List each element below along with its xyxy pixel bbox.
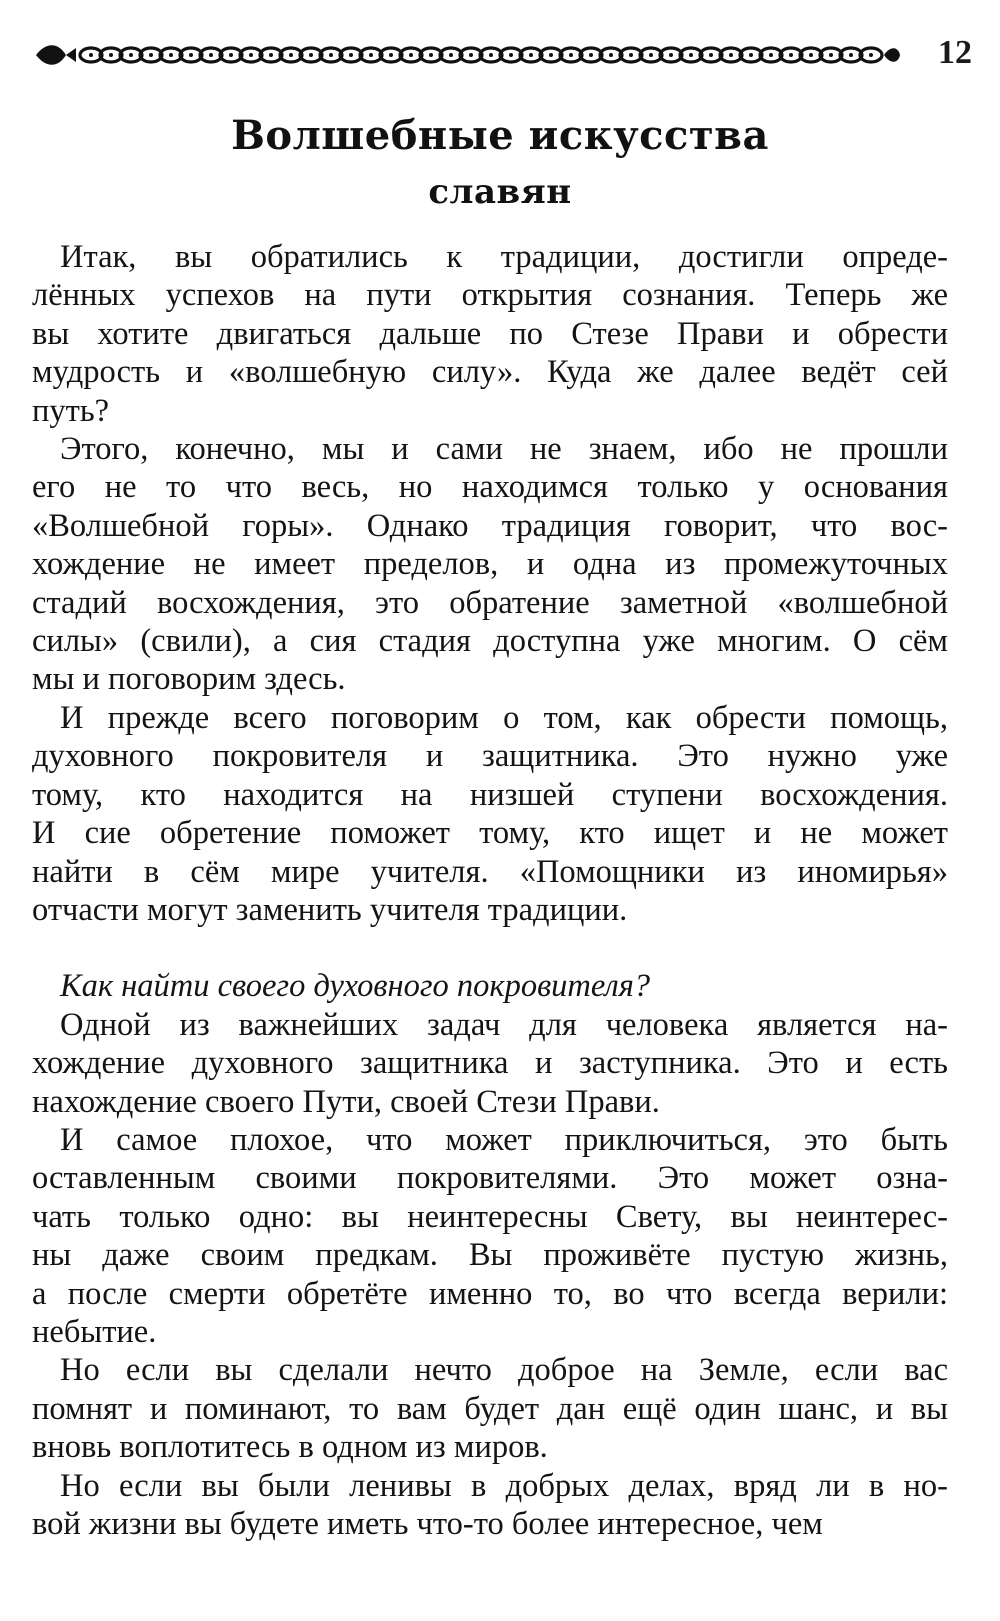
text-line: «Волшебной горы». Однако традиция говорит, что вос-	[32, 507, 948, 544]
text-line: тому, кто находится на низшей ступени восхождения.	[32, 776, 948, 813]
body-text	[32, 238, 948, 1543]
text-line: вы хотите двигаться дальше по Стезе Прави и обрести	[32, 315, 948, 352]
text-line: мудрость и «волшебную силу». Куда же далее ведёт сей	[32, 354, 948, 391]
text-line: Итак, вы обратились к традиции, достигли опреде-	[60, 239, 948, 275]
text-line: вой жизни вы будете иметь что-то более интересное, чем	[32, 1506, 823, 1542]
text-line: небытие.	[32, 1313, 157, 1350]
text-line: силы» (свили), а сия стадия доступна уже многим. О сём	[32, 623, 948, 660]
page-header	[32, 30, 972, 80]
text-line: оставленным своими покровителями. Это может озна-	[32, 1160, 948, 1197]
text-line: мы и поговорим здесь.	[32, 661, 346, 698]
text-line: лённых успехов на пути открытия сознания. Теперь же	[32, 277, 948, 314]
text-line: Но если вы сделали нечто доброе на Земле, если вас	[60, 1352, 948, 1389]
page-number: 12	[938, 34, 972, 71]
text-line: путь?	[32, 392, 110, 429]
text-line: хождение духовного защитника и заступника. Это и есть	[32, 1045, 948, 1082]
chapter-title	[0, 108, 1000, 220]
text-line: Но если вы были ленивы в добрых делах, вряд ли в но-	[60, 1467, 948, 1504]
paragraph-p6	[32, 1351, 948, 1466]
chapter-title-line2: славян	[428, 172, 572, 212]
text-line: И прежде всего поговорим о том, как обрести помощь,	[60, 699, 948, 736]
section-subheading: Как найти своего духовного покровителя?	[60, 968, 651, 1005]
text-line: а после смерти обретёте именно то, во что всегда верили:	[32, 1275, 948, 1312]
text-line: его не то что весь, но находимся только у основания	[32, 469, 948, 506]
paragraph-p1	[32, 238, 948, 430]
paragraph-p2	[32, 430, 948, 699]
text-line: Одной из важнейших задач для человека является на-	[60, 1006, 948, 1043]
paragraph-p5	[32, 1121, 948, 1351]
paragraph-p3	[32, 699, 948, 929]
text-line: чать только одно: вы неинтересны Свету, вы неинтерес-	[32, 1198, 948, 1235]
paragraph-p4	[32, 1006, 948, 1121]
text-line: нахождение своего Пути, своей Стези Прави.	[32, 1083, 660, 1120]
text-line: И самое плохое, что может приключиться, это быть	[60, 1121, 948, 1158]
text-line: стадий восхождения, это обратение заметной «волшебной	[32, 584, 948, 621]
text-line: найти в сём мире учителя. «Помощники из иномирья»	[32, 853, 948, 890]
text-line: отчасти могут заменить учителя традиции.	[32, 891, 628, 928]
ornament-border-icon	[32, 38, 902, 72]
text-line: И сие обретение поможет тому, кто ищет и не может	[32, 815, 948, 852]
paragraph-p7	[32, 1467, 948, 1544]
text-line: ны даже своим предкам. Вы проживёте пустую жизнь,	[32, 1237, 948, 1274]
text-line: хождение не имеет пределов, и одна из промежуточных	[32, 546, 948, 583]
text-line: помнят и поминают, то вам будет дан ещё один шанс, и вы	[32, 1390, 948, 1427]
text-line: Этого, конечно, мы и сами не знаем, ибо не прошли	[60, 431, 948, 468]
text-line: вновь воплотитесь в одном из миров.	[32, 1429, 548, 1466]
chapter-title-line1: Волшебные искусства	[231, 112, 769, 159]
text-line: духовного покровителя и защитника. Это нужно уже	[32, 738, 948, 775]
